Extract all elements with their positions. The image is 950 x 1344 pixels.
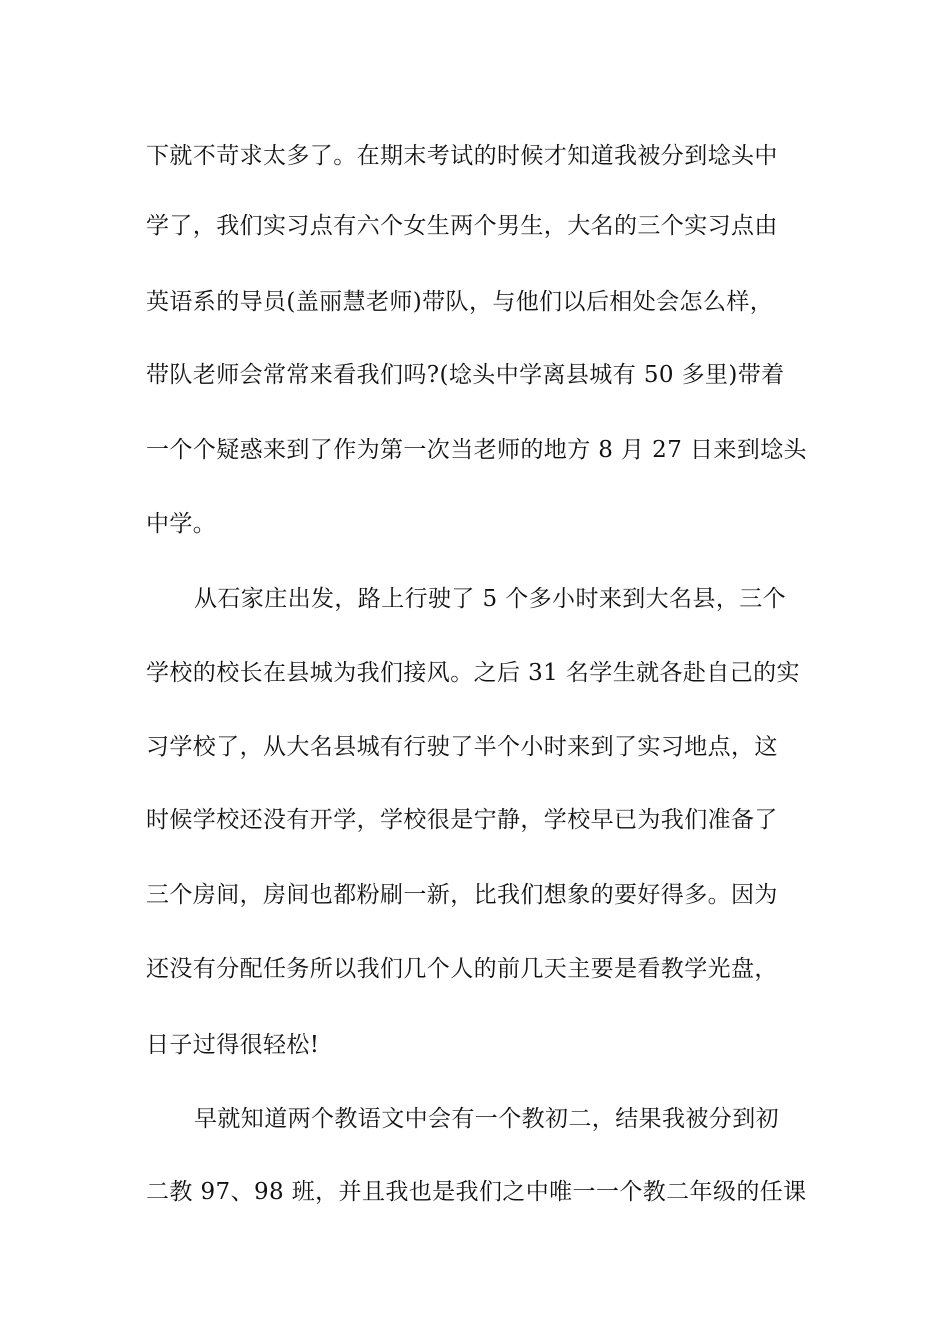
text-line: 带队老师会常常来看我们吗?(埝头中学离县城有 50 多里)带着 [146, 362, 785, 388]
paragraph-first-line: 从石家庄出发，路上行驶了 5 个多小时来到大名县，三个 [194, 586, 787, 612]
text-line: 二教 97、98 班，并且我也是我们之中唯一一个教二年级的任课 [146, 1179, 807, 1205]
paragraph-first-line: 早就知道两个教语文中会有一个教初二，结果我被分到初 [194, 1106, 779, 1132]
text-line: 一个个疑惑来到了作为第一次当老师的地方 8 月 27 日来到埝头 [146, 437, 807, 463]
text-line: 日子过得很轻松! [146, 1032, 320, 1058]
text-line: 下就不苛求太多了。在期末考试的时候才知道我被分到埝头中 [146, 143, 778, 169]
text-line: 习学校了，从大名县城有行驶了半个小时来到了实习地点，这 [146, 734, 778, 760]
text-line: 三个房间，房间也都粉刷一新，比我们想象的要好得多。因为 [146, 882, 778, 908]
text-line: 还没有分配任务所以我们几个人的前几天主要是看教学光盘， [146, 956, 778, 982]
text-line: 时候学校还没有开学，学校很是宁静，学校早已为我们准备了 [146, 807, 778, 833]
text-line: 中学。 [146, 511, 217, 537]
text-line: 学校的校长在县城为我们接风。之后 31 名学生就各赴自己的实 [146, 660, 800, 686]
text-line: 英语系的导员(盖丽慧老师)带队，与他们以后相处会怎么样， [146, 289, 774, 315]
text-line: 学了，我们实习点有六个女生两个男生，大名的三个实习点由 [146, 213, 778, 239]
